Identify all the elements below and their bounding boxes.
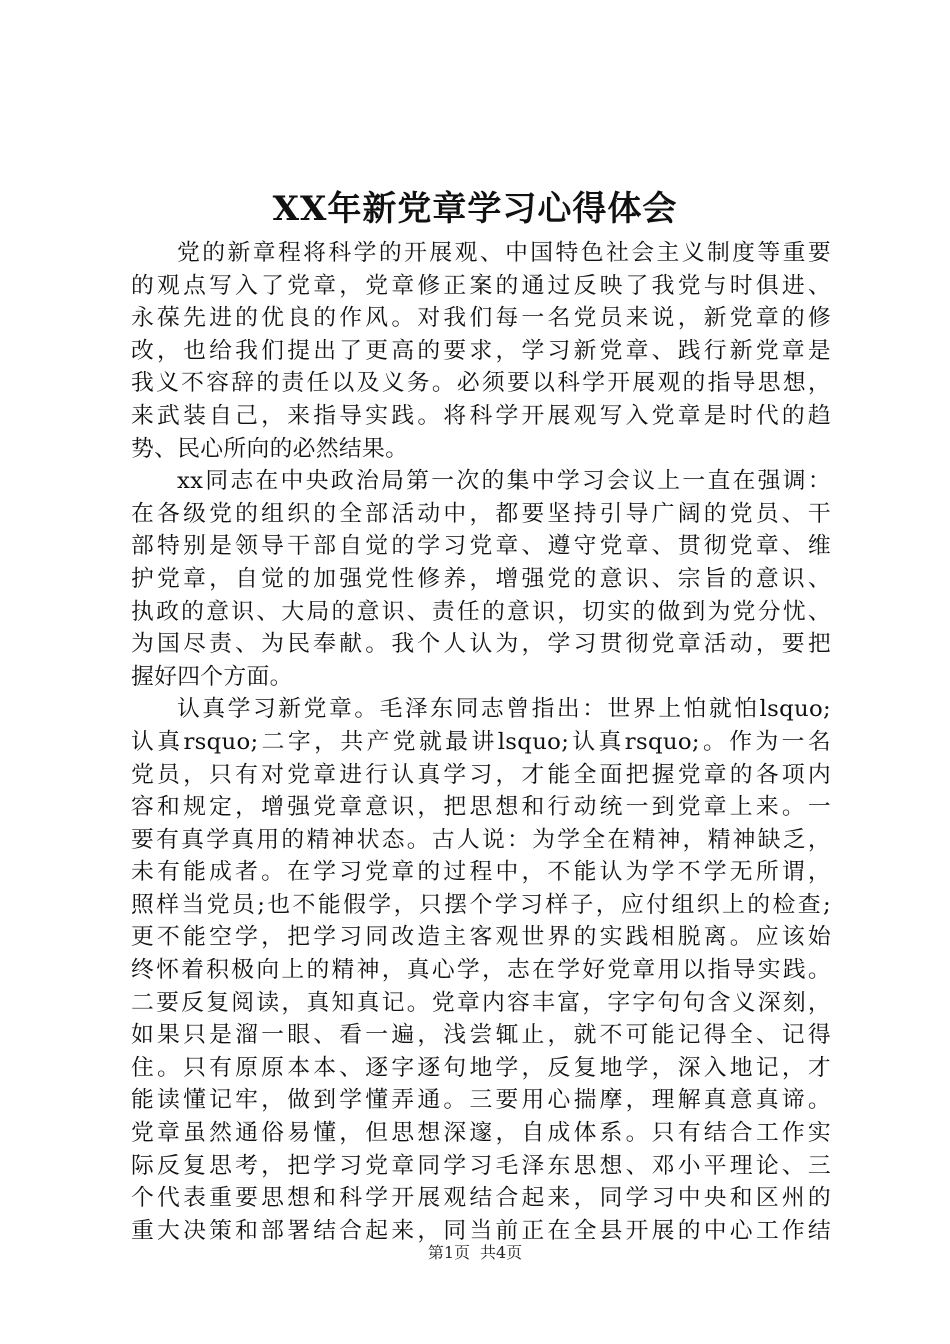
text-line: 党的新章程将科学的开展观、中国特色社会主义制度等重要 <box>177 240 831 266</box>
page-number: 第1页 <box>427 1243 470 1262</box>
text-line: 握好四个方面。 <box>131 663 293 690</box>
text-line: 未有能成者。在学习党章的过程中，不能认为学不学无所谓， <box>131 859 831 886</box>
text-line: 住。只有原原本本、逐字逐句地学，反复地学，深入地记，才 <box>131 1054 831 1081</box>
page-footer <box>0 1242 950 1264</box>
text-line: 改，也给我们提出了更高的要求，学习新党章、践行新党章是 <box>131 337 831 364</box>
text-line: 党章虽然通俗易懂，但思想深邃，自成体系。只有结合工作实 <box>131 1120 831 1147</box>
text-line: 照样当党员;也不能假学，只摆个学习样子，应付组织上的检查; <box>131 891 831 918</box>
page-total: 共4页 <box>480 1243 523 1262</box>
text-line: 能读懂记牢，做到学懂弄通。三要用心揣摩，理解真意真谛。 <box>131 1087 831 1114</box>
text-line: 势、民心所向的必然结果。 <box>131 435 409 462</box>
text-line: xx同志在中央政治局第一次的集中学习会议上一直在强调： <box>177 468 831 495</box>
text-line: 为国尽责、为民奉献。我个人认为，学习贯彻党章活动，要把 <box>131 631 831 658</box>
text-line: 二要反复阅读，真知真记。党章内容丰富，字字句句含义深刻， <box>131 989 831 1016</box>
text-line: 如果只是溜一眼、看一遍，浅尝辄止，就不可能记得全、记得 <box>131 1022 831 1049</box>
text-line: 个代表重要思想和科学开展观结合起来，同学习中央和区州的 <box>131 1185 831 1212</box>
text-line: 际反复思考，把学习党章同学习毛泽东思想、邓小平理论、三 <box>131 1152 831 1179</box>
text-line: 重大决策和部署结合起来，同当前正在全县开展的中心工作结 <box>131 1217 831 1244</box>
text-line: 我义不容辞的责任以及义务。必须要以科学开展观的指导思想， <box>131 370 831 397</box>
text-line: 更不能空学，把学习同改造主客观世界的实践相脱离。应该始 <box>131 924 831 951</box>
text-line: 来武装自己，来指导实践。将科学开展观写入党章是时代的趋 <box>131 402 831 429</box>
text-line: 容和规定，增强党章意识，把思想和行动统一到党章上来。一 <box>131 794 831 821</box>
text-line: 在各级党的组织的全部活动中，都要坚持引导广阔的党员、干 <box>131 500 831 527</box>
text-line: 终怀着积极向上的精神，真心学，志在学好党章用以指导实践。 <box>131 957 831 984</box>
text-line: 部特别是领导干部自觉的学习党章、遵守党章、贯彻党章、维 <box>131 533 831 560</box>
text-line: 要有真学真用的精神状态。古人说：为学全在精神，精神缺乏， <box>131 826 831 853</box>
text-line: 的观点写入了党章，党章修正案的通过反映了我党与时俱进、 <box>131 272 831 299</box>
document-title: XX年新党章学习心得体会 <box>272 189 678 229</box>
text-line: 认真学习新党章。毛泽东同志曾指出：世界上怕就怕lsquo; <box>177 696 831 723</box>
text-line: 永葆先进的优良的作风。对我们每一名党员来说，新党章的修 <box>131 305 831 332</box>
text-line: 执政的意识、大局的意识、责任的意识，切实的做到为党分忧、 <box>131 598 831 625</box>
text-line: 护党章，自觉的加强党性修养，增强党的意识、宗旨的意识、 <box>131 565 831 592</box>
document-body <box>131 237 831 1247</box>
text-line: 党员，只有对党章进行认真学习，才能全面把握党章的各项内 <box>131 761 831 788</box>
text-line: 认真rsquo;二字，共产党就最讲lsquo;认真rsquo;。作为一名 <box>131 728 831 755</box>
